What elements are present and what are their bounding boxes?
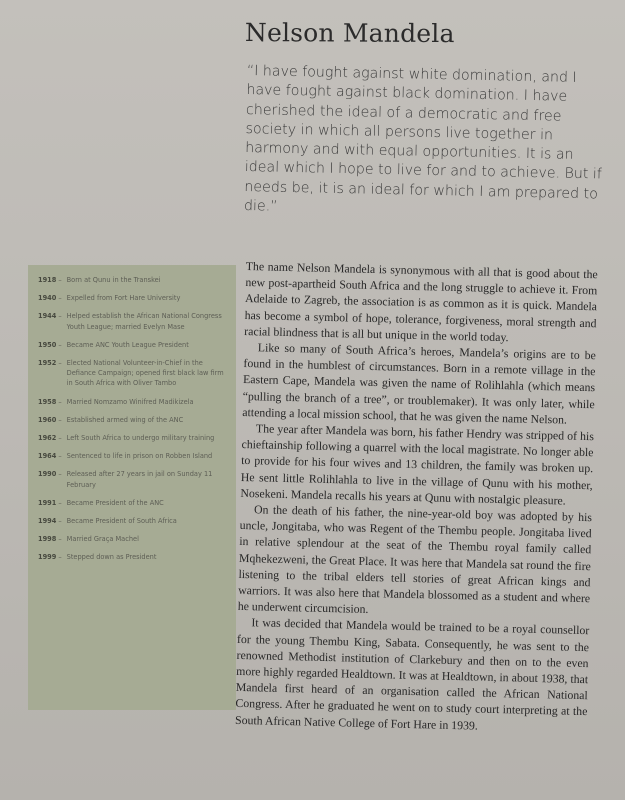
timeline-event: Became ANC Youth League President [66, 340, 189, 349]
timeline-dash: – [58, 452, 62, 461]
timeline-year: 1991 [38, 498, 57, 507]
timeline-year: 1998 [38, 535, 57, 544]
timeline-dash: – [58, 535, 62, 544]
timeline-dash: – [58, 312, 62, 321]
timeline-event: Left South Africa to undergo military training [66, 434, 215, 443]
timeline-entry [38, 451, 226, 461]
body-paragraph: On the death of his father, the nine-year-old boy was adopted by his uncle, Jongitaba, who was Regent of the Thembu people. Jongitaba lived in relative splendour at the seat of the Thembu royal family called Mqhekezweni, the Great Place. It was here that Mandela sat round the fire listening to the tribal elders tell stories of great African kings and warriors. It was also here that Mandela blossomed as a student and where he underwent circumcision. [237, 502, 593, 617]
timeline-entry [38, 275, 226, 285]
timeline-entry [38, 433, 226, 443]
timeline-year: 1999 [38, 553, 57, 562]
body-paragraph: Like so many of South Africa’s heroes, Mandela’s origins are to be found in the humblest of circumstances. Born in a remote village in the Eastern Cape, Mandela was given the name of Rolihlahla (which means “pulling the branch of a tree”, or troublemaker). It was only later, while attending a local mission school, that he was given the name Nelson. [242, 340, 596, 427]
timeline-event: Married Nomzamo Winifred Madikizela [66, 397, 194, 406]
timeline-event: Married Graça Machel [66, 535, 139, 544]
body-text [235, 258, 598, 736]
timeline-sidebar [28, 265, 236, 710]
timeline-dash: – [58, 498, 62, 507]
timeline-event: Became President of South Africa [66, 517, 177, 526]
timeline-entry [38, 415, 226, 425]
timeline-year: 1918 [38, 276, 57, 284]
timeline-dash: – [58, 397, 62, 406]
timeline-year: 1952 [38, 359, 57, 368]
body-paragraph: The year after Mandela was born, his father Hendry was stripped of his chieftainship following a quarrel with the local magistrate. No longer able to provide for his four wives and 13 children, the family was broken up. He sent little Rolihlahla to live in the village of Qunu with his mother, Nosekeni. Mandela recalls his years at Qunu with nostalgic pleasure. [240, 421, 595, 508]
timeline-event: Expelled from Fort Hare University [66, 294, 181, 303]
timeline-event: Born at Qunu in the Transkei [66, 276, 161, 284]
timeline-dash: – [58, 359, 62, 368]
timeline-entry [38, 340, 226, 350]
timeline-dash: – [58, 434, 62, 443]
body-paragraph: It was decided that Mandela would be trained to be a royal counsellor for the young Thembu King, Sabata. Consequently, he was sent to the renowned Methodist institution of Clarkebury and then on to the even more highly regarded Healdtown. It was at Healdtown, in about 1938, that Mandela first heard of an organisation called the African National Congress. After he graduated he went on to study court interpreting at the South African Native College of Fort Hare in 1939. [234, 615, 590, 733]
timeline-entry [38, 469, 226, 489]
timeline-event: Released after 27 years in jail on Sunday 11 February [66, 470, 213, 489]
page-title: Nelson Mandela [244, 18, 455, 49]
timeline-event: Sentenced to life in prison on Robben Island [66, 452, 213, 461]
timeline-year: 1958 [38, 397, 57, 406]
timeline-year: 1962 [38, 434, 57, 443]
timeline-entry [38, 498, 226, 508]
quote-block: “I have fought against white domination, and I have fought against black domination. I have cherished the ideal of a democratic and free society in which all persons live together in harmony and with equal opportunities. It is an ideal which I hope to live for and to achieve. But if needs be, it is an ideal for which I am prepared to die.” [243, 62, 602, 215]
timeline-year: 1960 [38, 415, 57, 424]
timeline-dash: – [58, 415, 62, 424]
timeline-event: Established armed wing of the ANC [66, 415, 184, 424]
timeline-year: 1990 [38, 470, 57, 479]
timeline-year: 1994 [38, 517, 57, 526]
timeline-entry [38, 534, 226, 544]
timeline-year: 1940 [38, 294, 57, 303]
timeline-entry [38, 311, 226, 331]
timeline-year: 1964 [38, 452, 57, 461]
timeline-year: 1944 [38, 312, 57, 321]
timeline-dash: – [58, 276, 62, 284]
timeline-dash: – [58, 517, 62, 526]
body-paragraph: The name Nelson Mandela is synonymous with all that is good about the new post-apartheid South Africa and the long struggle to achieve it. From Adelaide to Zagreb, the association is as common as it is quick. Mandela has become a symbol of hope, tolerance, forgiveness, moral strength and racial blindness that is all but unique in the world today. [244, 258, 598, 345]
timeline-event: Helped establish the African National Congress Youth League; married Evelyn Mase [66, 312, 222, 331]
timeline-event: Elected National Volunteer-in-Chief in the Defiance Campaign; opened first black law firm in South Africa with Oliver Tambo [66, 359, 224, 388]
timeline-entry [38, 397, 226, 407]
timeline-entry [38, 293, 226, 303]
timeline-entry [38, 358, 226, 389]
timeline-dash: – [58, 553, 62, 562]
timeline-entry [38, 552, 226, 562]
timeline-entry [38, 516, 226, 526]
timeline-dash: – [58, 340, 62, 349]
timeline-event: Became President of the ANC [66, 498, 164, 507]
timeline-event: Stepped down as President [66, 553, 157, 562]
timeline-dash: – [58, 470, 62, 479]
timeline-year: 1950 [38, 340, 57, 349]
timeline-dash: – [58, 294, 62, 303]
